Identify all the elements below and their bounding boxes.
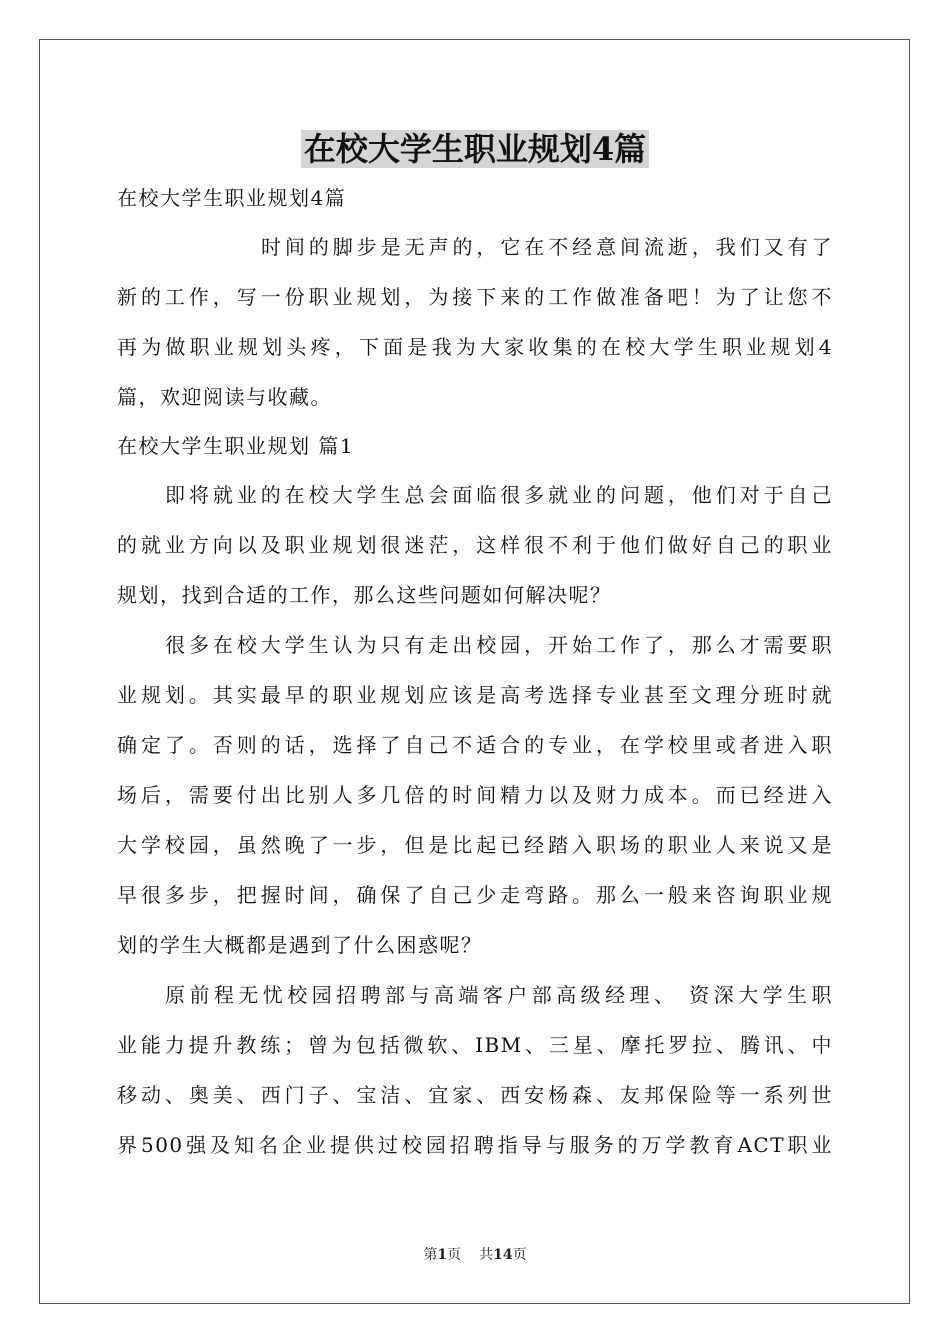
paragraph-line: 业能力提升教练；曾为包括微软、IBM、三星、摩托罗拉、腾讯、中	[117, 1033, 833, 1057]
page-prefix: 第	[423, 1247, 438, 1263]
page-suffix: 页	[447, 1247, 462, 1263]
paragraph-line: 业规划。其实最早的职业规划应该是高考选择专业甚至文理分班时就	[117, 683, 833, 707]
page-footer	[0, 1245, 950, 1265]
paragraph-1	[117, 470, 833, 620]
paragraph-line: 大学校园，虽然晚了一步，但是比起已经踏入职场的职业人来说又是	[117, 833, 833, 857]
intro-line: 再为做职业规划头疼，下面是我为大家收集的在校大学生职业规划4	[117, 335, 833, 359]
paragraph-line: 即将就业的在校大学生总会面临很多就业的问题，他们对于自己	[165, 483, 833, 507]
document-body	[117, 174, 833, 1170]
intro-line: 篇，欢迎阅读与收藏。	[117, 385, 332, 409]
paragraph-line: 场后，需要付出比别人多几倍的时间精力以及财力成本。而已经进入	[117, 783, 833, 807]
paragraph-line: 早很多步，把握时间，确保了自己少走弯路。那么一般来咨询职业规	[117, 883, 833, 907]
total-page-count: 14	[493, 1247, 513, 1263]
paragraph-line: 的就业方向以及职业规划很迷茫，这样很不利于他们做好自己的职业	[117, 533, 833, 557]
paragraph-line: 规划，找到合适的工作，那么这些问题如何解决呢？	[117, 583, 612, 607]
document-subtitle: 在校大学生职业规划4篇	[117, 186, 347, 210]
paragraph-2	[117, 620, 833, 970]
paragraph-line: 划的学生大概都是遇到了什么困惑呢？	[117, 933, 483, 957]
intro-paragraph	[117, 222, 833, 422]
current-page-number: 1	[437, 1247, 448, 1263]
paragraph-line: 界500强及知名企业提供过校园招聘指导与服务的万学教育ACT职业	[117, 1133, 833, 1157]
section-heading: 在校大学生职业规划 篇1	[117, 434, 355, 458]
document-title-text: 在校大学生职业规划4篇	[301, 130, 649, 168]
total-suffix: 页	[512, 1247, 527, 1263]
total-prefix: 共	[479, 1247, 494, 1263]
paragraph-3	[117, 970, 833, 1170]
document-title	[0, 124, 950, 174]
intro-line: 新的工作，写一份职业规划，为接下来的工作做准备吧！为了让您不	[117, 285, 833, 309]
paragraph-line: 很多在校大学生认为只有走出校园，开始工作了，那么才需要职	[165, 633, 833, 657]
paragraph-line: 移动、奥美、西门子、宝洁、宜家、西安杨森、友邦保险等一系列世	[117, 1083, 833, 1107]
intro-line: 时间的脚步是无声的，它在不经意间流逝，我们又有了	[261, 235, 833, 259]
paragraph-line: 确定了。否则的话，选择了自己不适合的专业，在学校里或者进入职	[117, 733, 833, 757]
paragraph-line: 原前程无忧校园招聘部与高端客户部高级经理、 资深大学生职	[165, 983, 833, 1007]
